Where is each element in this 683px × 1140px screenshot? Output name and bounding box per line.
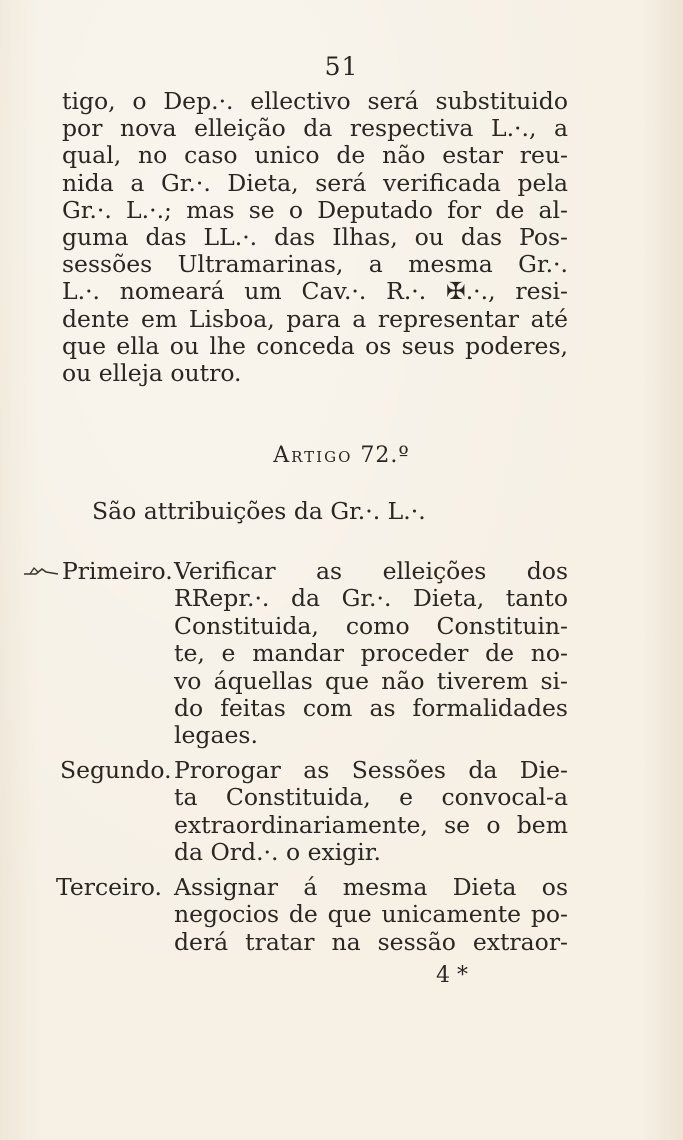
attribution-item-terceiro (56, 873, 568, 956)
item-term: Segundo. (60, 756, 172, 784)
item-line: vo áquellas que não tiverem si- (174, 666, 568, 695)
paragraph-line: por nova elleição da respectiva L.·., a (62, 114, 568, 143)
paragraph-line: sessões Ultramarinas, a mesma Gr.·. (62, 250, 568, 279)
item-term: Primeiro. (62, 557, 173, 585)
page-number: 51 (324, 52, 359, 81)
continuation-paragraph (62, 88, 568, 387)
item-line: do feitas com as formalidades (174, 694, 568, 723)
item-line: te, e mandar proceder de no- (174, 639, 568, 668)
paragraph-line: dente em Lisboa, para a representar até (62, 304, 568, 333)
item-term: Terceiro. (56, 873, 163, 901)
paragraph-line: Gr.·. L.·.; mas se o Deputado for de al- (62, 195, 568, 224)
item-description (174, 874, 568, 956)
paragraph-line: que ella ou lhe conceda os seus poderes, (62, 331, 568, 360)
pointing-hand-mark-icon (22, 560, 62, 580)
item-line: Prorogar as Sessões da Die- (174, 756, 568, 784)
item-description (174, 558, 568, 750)
paragraph-line: ou elleja outro. (62, 359, 242, 388)
article-number: 72.º (360, 443, 410, 468)
item-line: derá tratar na sessão extraor- (174, 927, 568, 956)
item-line: da Ord.·. o exigir. (174, 838, 381, 867)
item-line: legaes. (174, 721, 258, 750)
paragraph-line: tigo, o Dep.·. ellectivo será substituido (62, 87, 568, 115)
item-line: negocios de que unicamente po- (174, 900, 568, 929)
paragraph-line: qual, no caso unico de não estar reu- (62, 141, 568, 170)
item-line: Assignar á mesma Dieta os (174, 873, 568, 901)
item-description (174, 757, 568, 867)
item-line: Constituida, como Constituin- (174, 611, 568, 640)
attribution-item-segundo (62, 757, 568, 867)
signature-mark: 4 * (436, 963, 468, 988)
item-line: ta Constituida, e convocal-a (174, 783, 568, 812)
attribution-item-primeiro (62, 558, 568, 750)
item-line: Verificar as elleições dos (174, 557, 568, 585)
item-line: RRepr.·. da Gr.·. Dieta, tanto (174, 584, 568, 613)
item-line: extraordinariamente, se o bem (174, 810, 568, 839)
paragraph-line: L.·. nomeará um Cav.·. R.·. ✠.·., resi- (62, 277, 568, 306)
article-heading (0, 443, 683, 468)
article-word: Artigo (273, 443, 353, 468)
paragraph-line: nida a Gr.·. Dieta, será verificada pela (62, 168, 568, 197)
article-intro: São attribuições da Gr.·. L.·. (92, 497, 426, 525)
paragraph-line: guma das LL.·. das Ilhas, ou das Pos- (62, 223, 568, 252)
